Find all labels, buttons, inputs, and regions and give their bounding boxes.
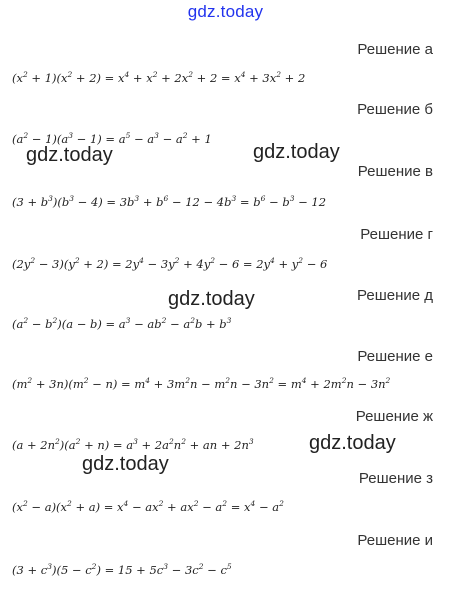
watermark: gdz.today — [309, 432, 396, 454]
solution-formula-b: $(a^2 - 1)(a^3 - 1) = a^5 - a^3 - a^2 + 1$ — [12, 131, 212, 146]
solution-formula-a: $(x^2 + 1)(x^2 + 2) = x^4 + x^2 + 2x^2 + 2 = x^4 + 3x^2 + 2$ — [12, 70, 306, 85]
solution-heading-a: Решение а — [357, 41, 433, 58]
solution-heading-v: Решение в — [357, 163, 433, 180]
solution-formula-e: $(m^2 + 3n)(m^2 - n) = m^4 + 3m^2n - m^2n - 3n^2 = m^4 + 2m^2n - 3n^2$ — [12, 376, 391, 391]
site-logo[interactable]: gdz.today — [187, 2, 264, 21]
solution-formula-z: $(x^2 - a)(x^2 + a) = x^4 - ax^2 + ax^2 - a^2 = x^4 - a^2$ — [12, 499, 284, 514]
watermark: gdz.today — [26, 144, 113, 166]
solution-formula-i: $(3 + c^3)(5 - c^2) = 15 + 5c^3 - 3c^2 - c^5$ — [12, 562, 232, 577]
solution-heading-d: Решение д — [357, 287, 433, 304]
solution-formula-zh: $(a + 2n^2)(a^2 + n) = a^3 + 2a^2n^2$ + an + $2n^3$ — [12, 437, 254, 452]
solution-heading-g: Решение г — [360, 226, 433, 243]
solution-heading-e: Решение е — [357, 348, 433, 365]
watermark: gdz.today — [168, 288, 255, 310]
solution-formula-d: $(a^2 - b^2)(a - b) = a^3 - ab^2 - a^2b + b^3$ — [12, 316, 232, 331]
solution-heading-zh: Решение ж — [355, 408, 433, 425]
watermark: gdz.today — [82, 453, 169, 475]
solution-heading-b: Решение б — [357, 101, 433, 118]
solution-formula-g: $(2y^2 - 3)(y^2 + 2) = 2y^4 - 3y^2 + 4y^2 - 6 = 2y^4 + y^2 - 6$ — [12, 256, 328, 271]
solution-formula-v: $(3 + b^3)(b^3 - 4) = 3b^3 + b^6 - 12 - 4b^3 = b^6 - b^3 - 12$ — [12, 194, 327, 209]
watermark: gdz.today — [253, 141, 340, 163]
solution-heading-i: Решение и — [357, 532, 433, 549]
solution-heading-z: Решение з — [358, 470, 433, 487]
